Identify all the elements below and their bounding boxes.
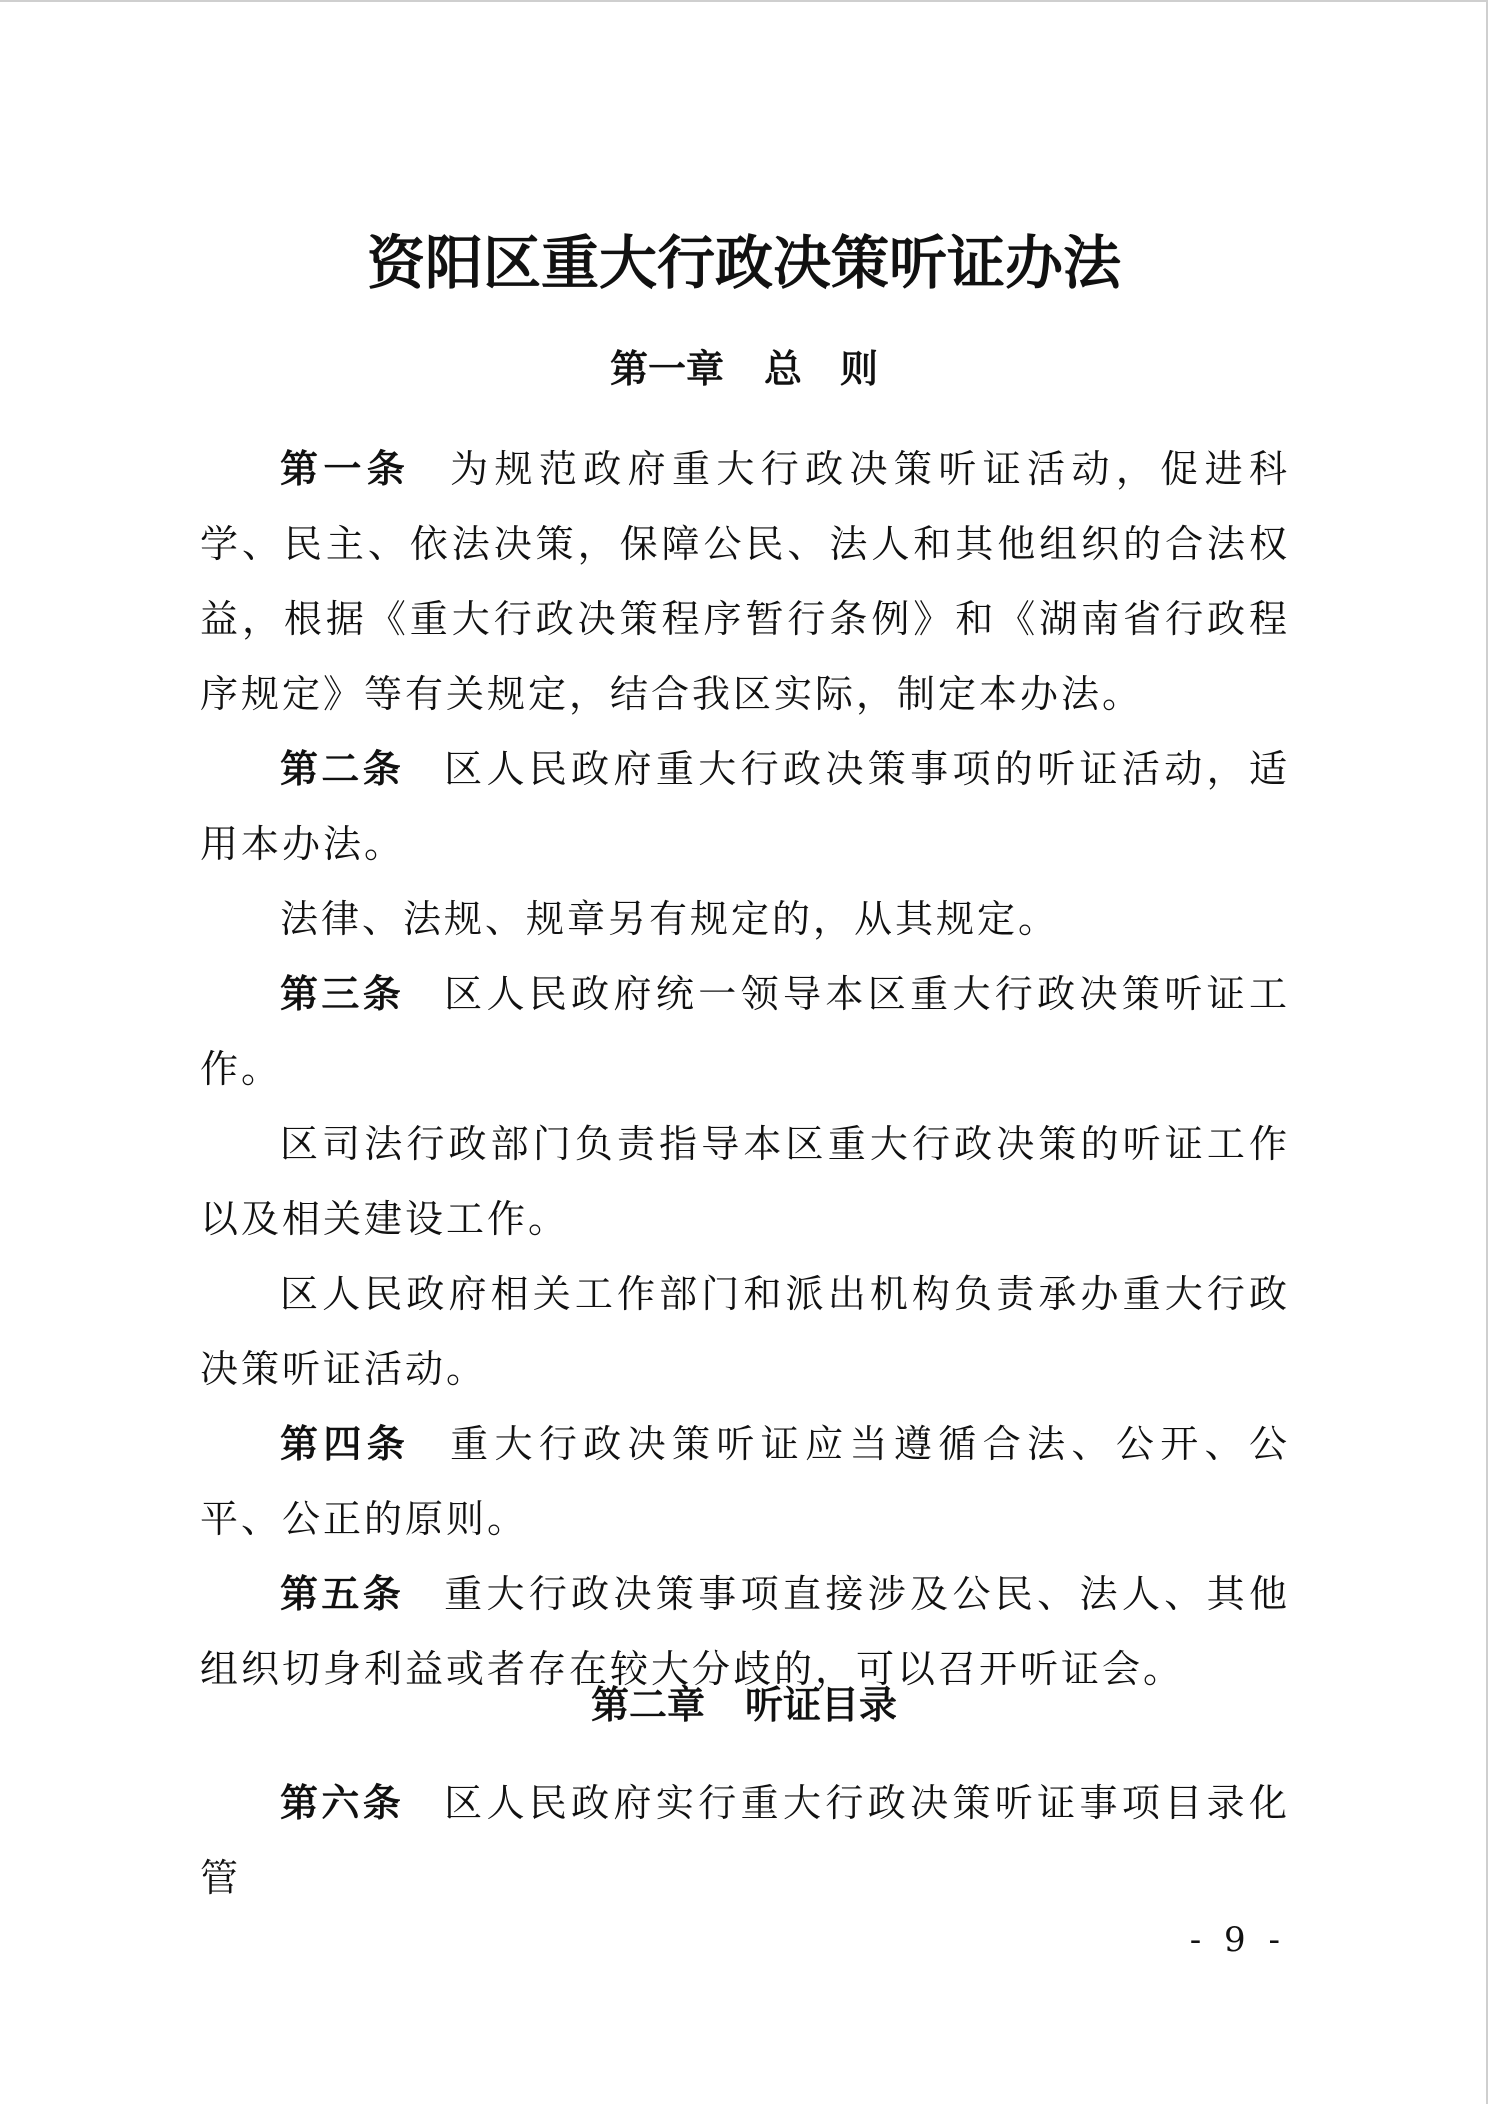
clause-text: 法律、法规、规章另有规定的，从其规定。 [280, 897, 1060, 941]
article-label: 第一条 [280, 447, 411, 491]
article-label: 第五条 [280, 1572, 405, 1616]
article-label: 第三条 [280, 972, 405, 1016]
clause-paragraph [200, 882, 1290, 957]
chapter-heading-2 [0, 1674, 1488, 1729]
clause-text: 区司法行政部门负责指导本区重大行政决策的听证工作以及相关建设工作。 [200, 1122, 1290, 1241]
article-paragraph [200, 432, 1290, 732]
clause-paragraph [200, 1257, 1290, 1407]
chapter-number: 第二章 [590, 1683, 705, 1727]
article-text: 重大行政决策事项直接涉及公民、法人、其他组织切身利益或者存在较大分歧的，可以召开听证会。 [200, 1572, 1290, 1691]
article-paragraph [200, 957, 1290, 1107]
article-text: 区人民政府统一领导本区重大行政决策听证工作。 [200, 972, 1290, 1091]
document-title: 资阳区重大行政决策听证办法 [366, 229, 1121, 297]
article-text: 重大行政决策听证应当遵循合法、公开、公平、公正的原则。 [200, 1422, 1290, 1541]
chapter-name: 总 则 [764, 347, 879, 391]
chapter-name: 听证目录 [745, 1683, 898, 1727]
article-label: 第四条 [280, 1422, 411, 1466]
article-text: 为规范政府重大行政决策听证活动，促进科学、民主、依法决策，保障公民、法人和其他组织的合法权益，根据《重大行政决策程序暂行条例》和《湖南省行政程序规定》等有关规定，结合我区实际，制定本办法。 [200, 447, 1290, 716]
article-text: 区人民政府实行重大行政决策听证事项目录化管 [200, 1781, 1290, 1900]
article-paragraph [200, 1407, 1290, 1557]
clause-text: 区人民政府相关工作部门和派出机构负责承办重大行政决策听证活动。 [200, 1272, 1290, 1391]
article-label: 第二条 [280, 747, 405, 791]
article-paragraph [200, 732, 1290, 882]
document-body-continued [200, 1766, 1290, 1916]
chapter-number: 第一章 [609, 347, 724, 391]
chapter-heading-1 [0, 338, 1488, 393]
article-label: 第六条 [280, 1781, 405, 1825]
clause-paragraph [200, 1107, 1290, 1257]
page-number: - 9 - [1189, 1920, 1286, 1960]
article-paragraph [200, 1766, 1290, 1916]
article-text: 区人民政府重大行政决策事项的听证活动，适用本办法。 [200, 747, 1290, 866]
document-body [200, 432, 1290, 1707]
